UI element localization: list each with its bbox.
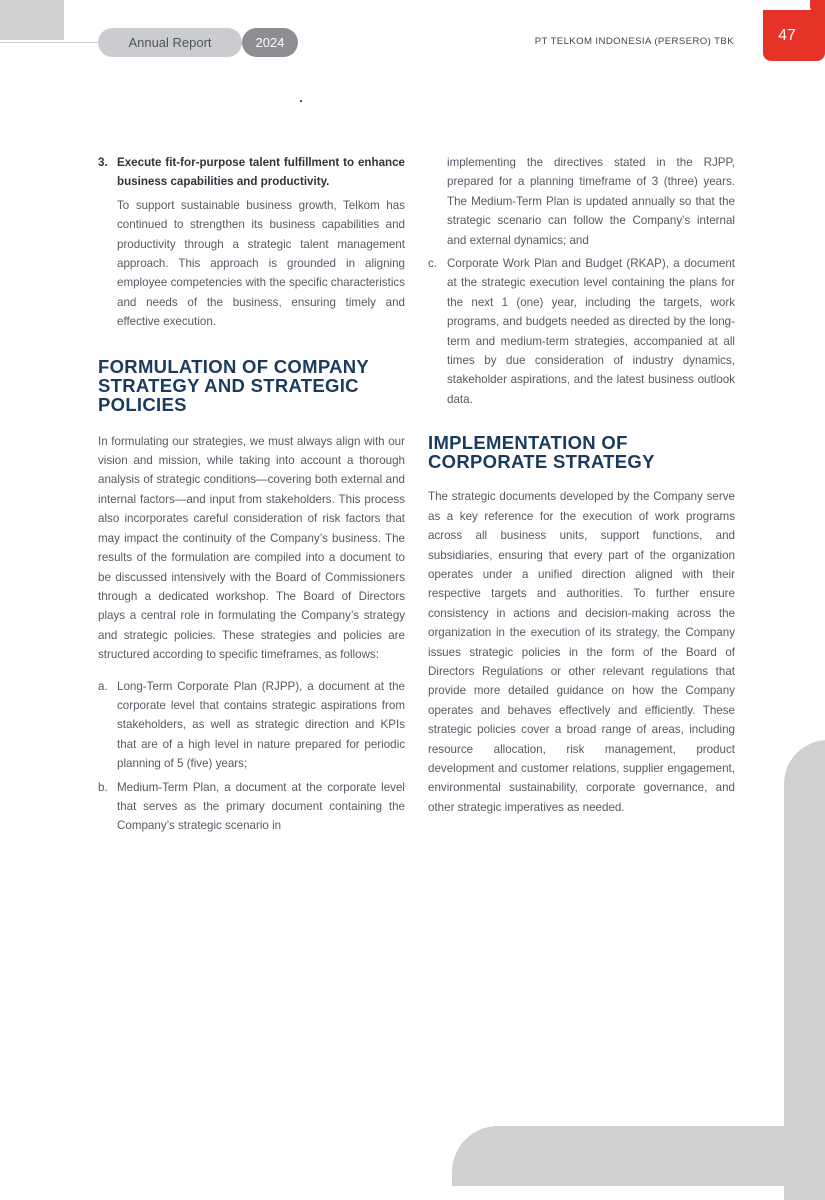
left-column	[98, 153, 405, 836]
right-column	[428, 153, 735, 817]
list-item-body: To support sustainable business growth, Telkom has continued to strengthen its business capabilities and productivity through a strategic talent management approach. This approach is grounded in aligning employee competencies with the specific characteristics and needs of the business, ensuring timely and effective execution.	[117, 198, 405, 329]
list-marker: a.	[98, 679, 108, 693]
list-item-a	[98, 677, 405, 774]
header-rule	[0, 42, 100, 43]
list-marker: 3.	[98, 156, 108, 169]
stray-dot	[300, 100, 302, 102]
annual-report-label: Annual Report	[98, 28, 242, 57]
decorative-corner-fill	[0, 0, 64, 40]
list-item-3	[98, 153, 405, 332]
decorative-corner-mask	[720, 1040, 784, 1126]
list-item-c	[428, 254, 735, 409]
report-year-badge: 2024	[242, 28, 298, 57]
list-item-b	[98, 778, 405, 836]
list-item-title: Execute fit-for-purpose talent fulfillment to enhance business capabilities and productivity.	[117, 156, 405, 189]
company-name: PT TELKOM INDONESIA (PERSERO) TBK	[534, 36, 734, 47]
implementation-body: The strategic documents developed by the Company serve as a key reference for the execution of work programs across all business units, support functions, and subsidiaries, ensuring that every part of the organization operates under a unified direction aligned with their respective targets and authorities. To further ensure consistency in actions and decision-making across the organization in the execution of its strategy, the Company issues strategic policies in the form of the Board of Directors Regulations or other relevant regulations that provide more detailed guidance on how the Company operates and behaves effectively and efficiently. These strategic policies cover a broad range of areas, including resource allocation, risk management, product development and customer relations, supplier engagement, environmental sustainability, corporate governance, and other strategic imperatives as needed.	[428, 490, 735, 814]
section-heading-implementation: IMPLEMENTATION OF CORPORATE STRATEGY	[428, 432, 655, 473]
list-item-text: Corporate Work Plan and Budget (RKAP), a document at the strategic execution level containing the plans for the next 1 (one) year, including the targets, work programs, and budgets needed as directed by the long-term and medium-term strategies, accompanied at all times by due consideration of industry dynamics, stakeholder aspirations, and the latest business outlook data.	[447, 257, 735, 406]
list-marker: c.	[428, 257, 438, 271]
section-heading-formulation: FORMULATION OF COMPANY STRATEGY AND STRATEGIC POLICIES	[98, 355, 369, 415]
list-item-b-continued: implementing the directives stated in the RJPP, prepared for a planning timeframe of 3 (three) years. The Medium-Term Plan is updated annually so that the strategic scenario can follow the Company’s internal and external dynamics; and	[447, 156, 735, 247]
page-number: 47	[778, 27, 796, 44]
list-item-text: Long-Term Corporate Plan (RJPP), a document at the corporate level that contains strategic aspirations from stakeholders, as well as strategic direction and KPIs that are of a high level in nature prepared for periodic planning of 5 (five) years;	[117, 679, 405, 771]
list-marker: b.	[98, 780, 108, 794]
formulation-intro: In formulating our strategies, we must always align with our vision and mission, while taking into account a thorough analysis of strategic conditions—covering both external and internal factors—and input from stakeholders. This process also incorporates careful consideration of risk factors that may impact the continuity of the Company’s business. The results of the formulation are compiled into a document to be discussed intensively with the Board of Commissioners through a dedicated workshop. The Board of Directors plays a central role in formulating the Company’s strategy and strategic policies. These strategies and policies are structured according to specific timeframes, as follows:	[98, 434, 405, 662]
decorative-panel-bottom	[452, 1126, 825, 1186]
list-item-text: Medium-Term Plan, a document at the corporate level that serves as the primary document containing the Company’s strategic scenario in	[117, 780, 405, 833]
